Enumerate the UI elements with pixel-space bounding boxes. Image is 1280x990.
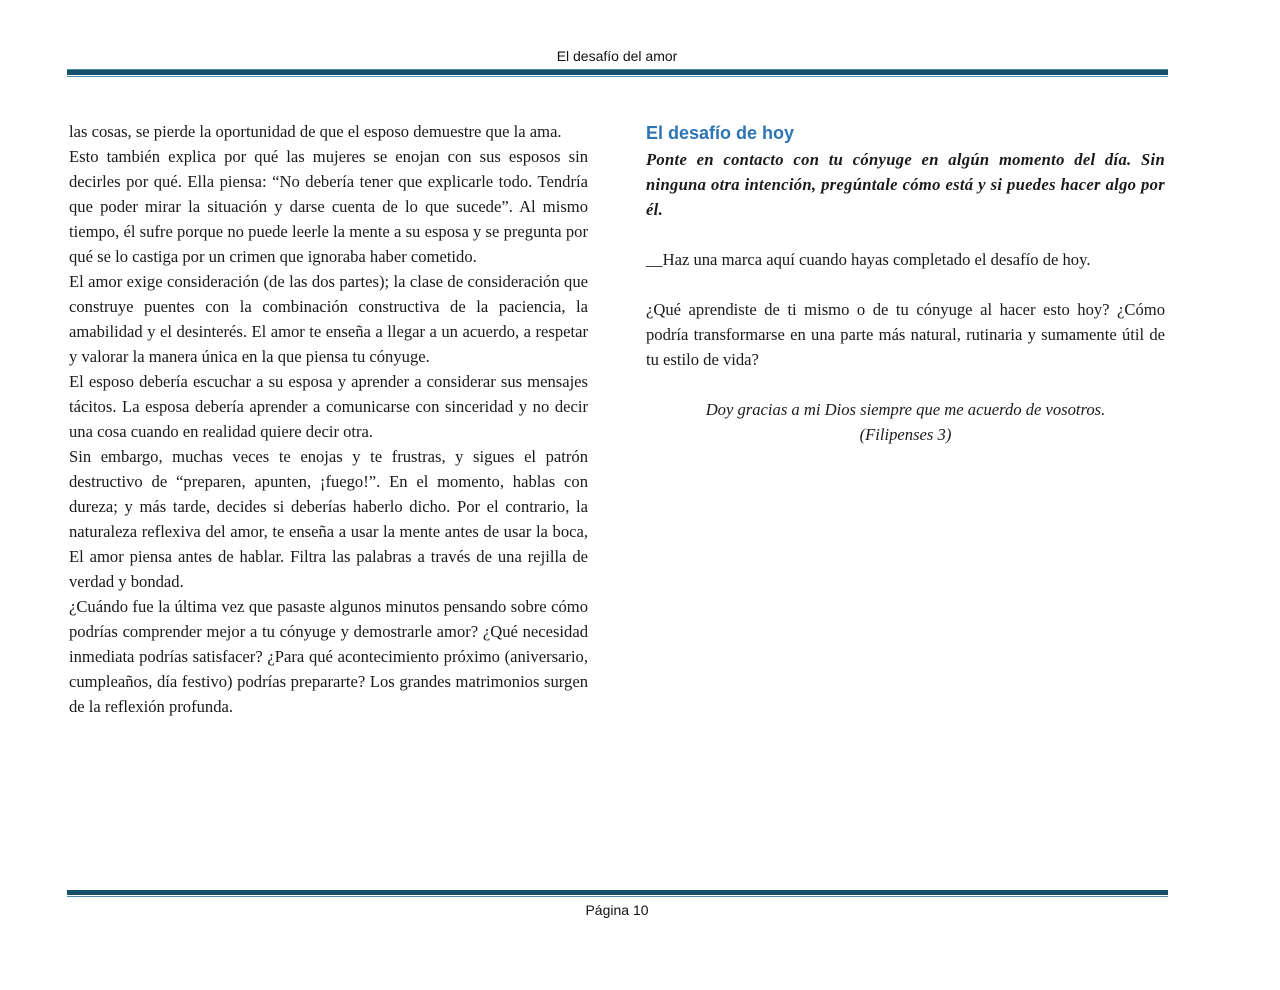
checkmark-line: __Haz una marca aquí cuando hayas completado el desafío de hoy. [646, 250, 1091, 269]
right-column [646, 119, 1165, 447]
challenge-text: Ponte en contacto con tu cónyuge en algún momento del día. Sin ninguna otra intención, pregúntale cómo está y si puedes hacer algo por él. [646, 150, 1165, 219]
body-paragraph: las cosas, se pierde la oportunidad de que el esposo demuestre que la ama. [69, 122, 562, 141]
scripture-reference: (Filipenses 3) [859, 425, 952, 444]
running-header-title: El desafío del amor [556, 48, 678, 64]
left-column [69, 119, 588, 719]
section-heading: El desafío de hoy [646, 123, 795, 143]
page-number: Página 10 [585, 902, 649, 918]
body-paragraph: El amor exige consideración (de las dos partes); la clase de consideración que construye puentes con la combinación constructiva de la paciencia, la amabilidad y el desinterés. El amor te enseña a llegar a un acuerdo, a respetar y valorar la manera única en la que piensa tu cónyuge. [69, 272, 588, 366]
reflection-question: ¿Qué aprendiste de ti mismo o de tu cónyuge al hacer esto hoy? ¿Cómo podría transformarse en una parte más natural, rutinaria y sumamente útil de tu estilo de vida? [646, 300, 1165, 369]
scripture-quote: Doy gracias a mi Dios siempre que me acuerdo de vosotros. [705, 400, 1106, 419]
footer-rule [67, 890, 1168, 897]
header-rule [67, 69, 1168, 77]
body-paragraph: El esposo debería escuchar a su esposa y aprender a considerar sus mensajes tácitos. La esposa debería aprender a comunicarse con sinceridad y no decir una cosa cuando en realidad quiere decir otra. [69, 372, 588, 441]
body-paragraph: ¿Cuándo fue la última vez que pasaste algunos minutos pensando sobre cómo podrías comprender mejor a tu cónyuge y demostrarle amor? ¿Qué necesidad inmediata podrías satisfacer? ¿Para qué acontecimiento próximo (aniversario, cumpleaños, día festivo) podrías prepararte? Los grandes matrimonios surgen de la reflexión profunda. [69, 597, 588, 716]
body-paragraph: Sin embargo, muchas veces te enojas y te frustras, y sigues el patrón destructivo de “preparen, apunten, ¡fuego!”. En el momento, hablas con dureza; y más tarde, decides si deberías haberlo dicho. Por el contrario, la naturaleza reflexiva del amor, te enseña a usar la mente antes de usar la boca, El amor piensa antes de hablar. Filtra las palabras a través de una rejilla de verdad y bondad. [69, 447, 588, 591]
body-paragraph: Esto también explica por qué las mujeres se enojan con sus esposos sin decirles por qué. Ella piensa: “No debería tener que explicarle todo. Tendría que poder mirar la situación y darse cuenta de lo que sucede”. Al mismo tiempo, él sufre porque no puede leerle la mente a su esposa y se pregunta por qué se lo castiga por un crimen que ignoraba haber cometido. [69, 147, 588, 266]
